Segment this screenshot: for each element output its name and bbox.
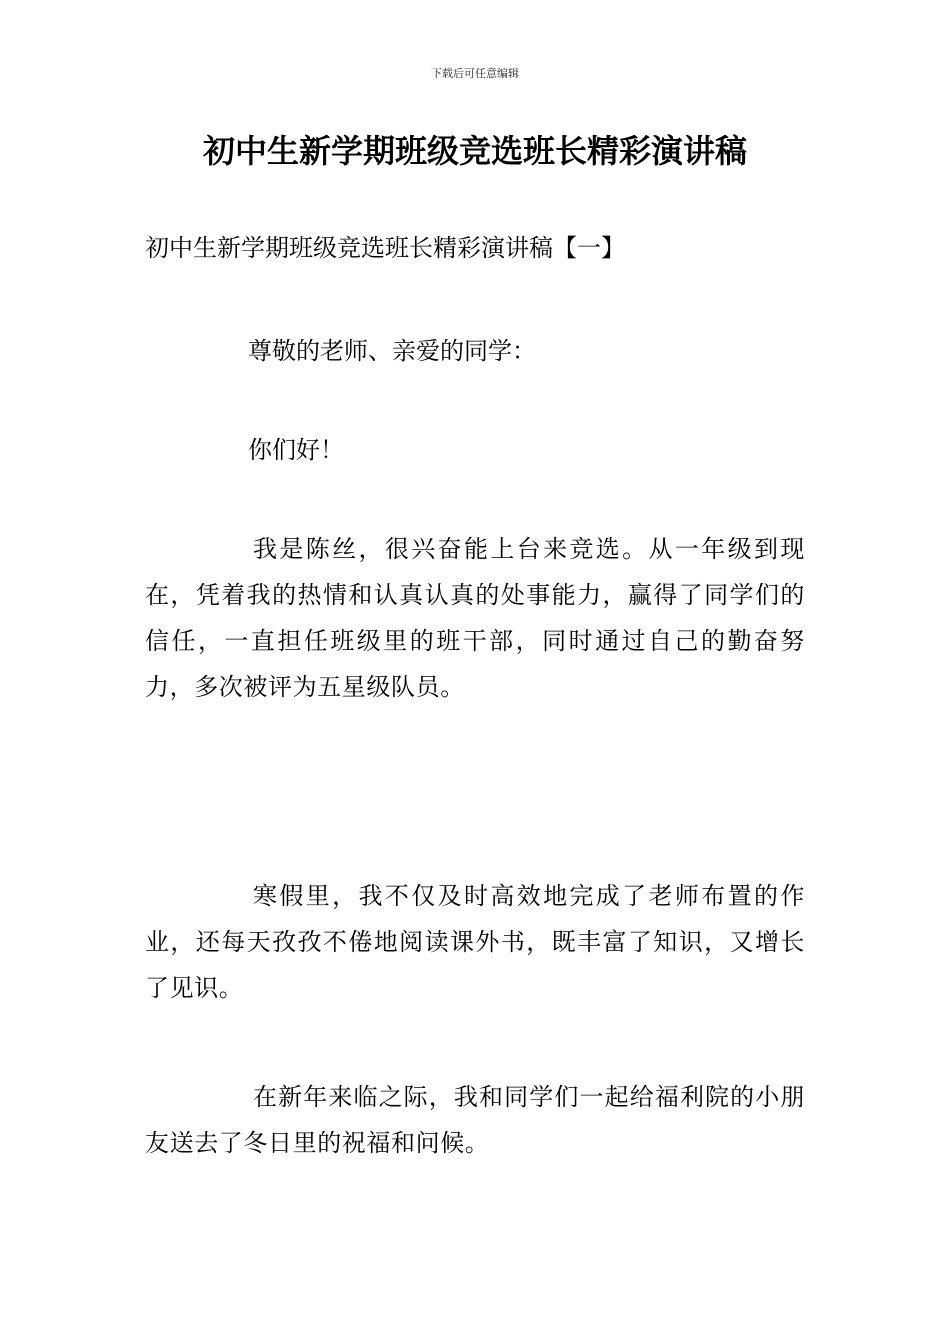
body-paragraph-2: 寒假里，我不仅及时高效地完成了老师布置的作业，还每天孜孜不倦地阅读课外书，既丰富了知识，又增长了见识。 xyxy=(145,882,805,1002)
header-note: 下载后可任意编辑 xyxy=(431,67,519,80)
body-paragraph-1: 我是陈丝，很兴奋能上台来竞选。从一年级到现在，凭着我的热情和认真认真的处事能力，赢得了同学们的信任，一直担任班级里的班干部，同时通过自己的勤奋努力，多次被评为五星级队员。 xyxy=(145,535,805,701)
salutation: 尊敬的老师、亲爱的同学： xyxy=(248,337,536,365)
body-paragraph-3: 在新年来临之际，我和同学们一起给福利院的小朋友送去了冬日里的祝福和问候。 xyxy=(145,1083,805,1157)
greeting: 你们好！ xyxy=(248,436,344,464)
document-title: 初中生新学期班级竞选班长精彩演讲稿 xyxy=(202,132,747,170)
section-heading: 初中生新学期班级竞选班长精彩演讲稿【一】 xyxy=(145,234,625,262)
